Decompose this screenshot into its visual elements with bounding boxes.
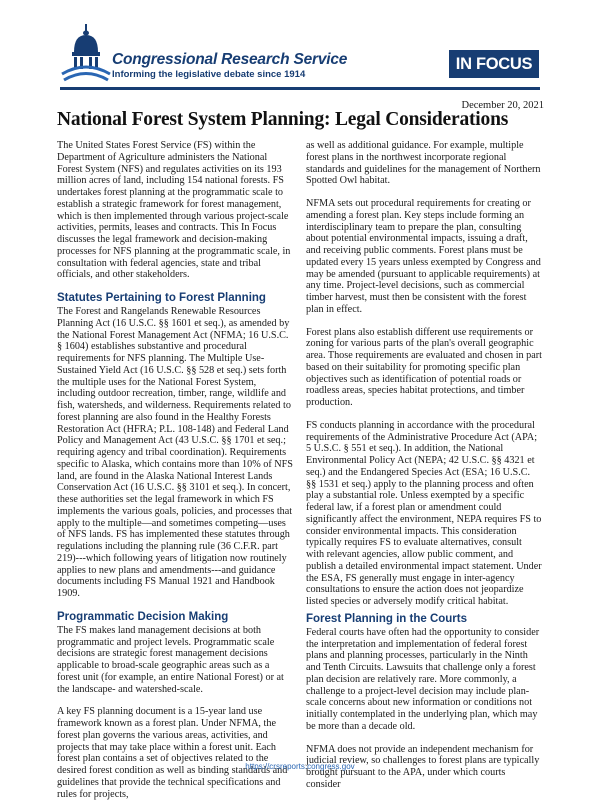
heading-programmatic: Programmatic Decision Making: [57, 610, 229, 623]
statutes-paragraph: The Forest and Rangelands Renewable Resources Planning Act (16 U.S.C. §§ 1601 et seq.), as amended by the National Forest Management Act (NFMA; 16 U.S.C. § 1604) establishes substantive and procedural requirements for NFS planning. The Multiple Use-Sustained Yield Act (16 U.S.C. §§ 528 et seq.) sets forth the multiple uses for the National Forest System, including outdoor recreation, timber, range, wildlife and fish, watersheds, and wilderness. Requirements related to forest planning are also found in the Healthy Forests Restoration Act (HFRA; P.L. 108-148) and Federal Land Policy and Management Act (43 U.S.C. §§ 1701 et seq.; requiring agency and tribal coordination). Requirements specific to Alaska, which contains more than 10% of NFS land, are found in the Alaska National Interest Lands Conservation Act (16 U.S.C. §§ 3101 et seq.). In concert, these authorities set the legal framework in which FS implements the various goals, policies, and processes that apply to the multiple—and sometimes competing—uses of NFS lands. FS has implemented these statutes through regulations including the planning rule (36 C.F.R. part 219)---which following years of litigation now routinely applies to new plans and amendments---and guidance documents including FS Manual 1921 and Handbook 1909.: [57, 306, 293, 599]
intro-paragraph: The United States Forest Service (FS) within the Department of Agriculture administers the National Forest System (NFS) and regulates activities on its 193 million acres of land, including 154 national forests. FS undertakes forest planning at the programmatic scale to establish a strategic framework for forest management, which is then implemented through various project-scale activities, permits, leases and contracts. This In Focus discusses the legal framework and decision-making processes for NFS planning at the programmatic scale, in consultation with federal agencies, state and tribal officials, and other stakeholders.: [57, 140, 291, 281]
zoning-paragraph: Forest plans also establish different use requirements or zoning for various parts of the plan's overall geographic area. Those requirements are evaluated and chosen in part based on their suitability for promoting specific plan objectives such as identification of potential roads or roadless areas, species habitat protections, and timber production.: [306, 326, 542, 408]
heading-courts: Forest Planning in the Courts: [306, 612, 468, 625]
left-column: [57, 140, 293, 811]
org-tagline: Informing the legislative debate since 1914: [112, 69, 306, 80]
nfma-paragraph: NFMA sets out procedural requirements for creating or amending a forest plan. Key steps include forming an interdisciplinary team to prepare the plan, consulting about potential environmental impacts, issuing a draft, and receiving public comments. Forest plans must be updated every 15 years unless exempted by Congress and may be amended (pursuant to applicable requirements) at any time. Project-level decisions, such as commercial timber harvest, must then be consistent with the forest plan in effect.: [306, 198, 541, 315]
judicial-review-paragraph: NFMA does not provide an independent mechanism for judicial review, so challenges to forest plans are typically brought pursuant to the APA, under which courts consider: [306, 743, 540, 790]
courts-paragraph: Federal courts have often had the opportunity to consider the interpretation and implementation of federal forest plans and planning processes, particularly in the Ninth and Tenth Circuits. Lawsuits that challenge only a forest plan decision are relatively rare. More commonly, a challenge to a project-level decision may include plan-scale concerns about new information or conditions not initially contemplated in the underlying plan, which may be more than a decade old.: [306, 626, 540, 732]
report-header: [0, 0, 600, 92]
apa-paragraph: FS conducts planning in accordance with the procedural requirements of the Administrative Procedure Act (APA; 5 U.S.C. § 551 et seq.). In addition, the National Environmental Policy Act (NEPA; 42 U.S.C. §§ 4321 et seq.) and the Endangered Species Act (ESA; 16 U.S.C. §§ 1531 et seq.) apply to the planning process and often play a substantial role. Unless exempted by a specific federal law, if a forest plan or amendment could significantly affect the environment, NEPA requires FS to consider environmental impacts. This consideration typically requires FS to evaluate alternatives, consult with relevant agencies, allow public comment, and publish a detailed environmental impact statement. Under the ESA, FS generally must engage in inter-agency consultations to ensure the action does not jeopardize listed species or adversely modify critical habitat.: [306, 419, 542, 607]
capitol-dome-logo-icon: [60, 22, 112, 82]
in-focus-badge: IN FOCUS: [449, 50, 539, 78]
org-name: Congressional Research Service: [112, 51, 348, 68]
right-column: [306, 140, 542, 802]
heading-statutes: Statutes Pertaining to Forest Planning: [57, 292, 266, 304]
guidance-paragraph: as well as additional guidance. For example, multiple forest plans in the northwest incorporate regional standards and guidelines for the management of Northern Spotted Owl habitat.: [306, 140, 541, 187]
document-title: National Forest System Planning: Legal Considerations: [57, 109, 509, 130]
report-date: December 20, 2021: [461, 100, 544, 111]
footer-url-link[interactable]: https://crsreports.congress.gov: [245, 762, 355, 771]
header-rule: [60, 87, 540, 90]
forest-plan-paragraph: A key FS planning document is a 15-year land use framework known as a forest plan. Under NFMA, the forest plan governs the various areas, activities, and projects that may take place within a forest unit. Each forest plan contains a set of objectives related to the desired forest condition as well as binding standards and guidelines that provide the technical specifications and rules for projects,: [57, 706, 288, 800]
programmatic-paragraph: The FS makes land management decisions at both programmatic and project levels. Programmatic scale decisions are strategic forest management decisions applicable to broad-scale geographic areas such as a forest unit (for example, an entire National Forest) or at the landscape- and watershed-scale.: [57, 624, 284, 695]
